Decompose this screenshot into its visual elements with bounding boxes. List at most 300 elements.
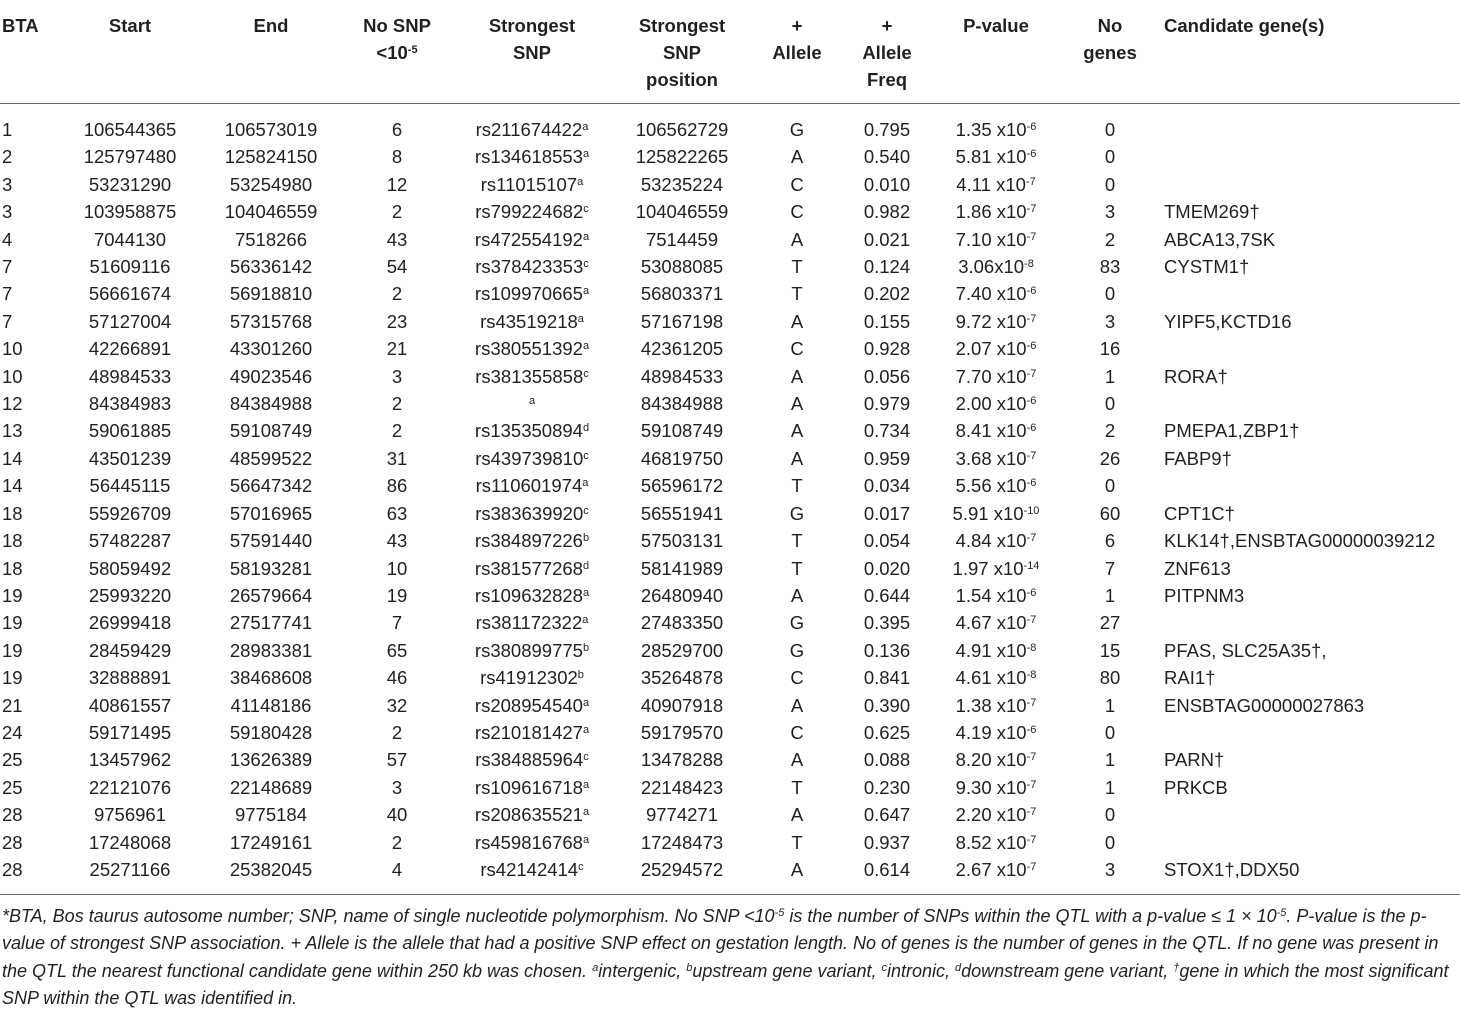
cell-candidate-genes: STOX1†,DDX50 [1164,858,1300,880]
cell-end: 7518266 [234,228,308,250]
cell-end: 26579664 [229,584,313,606]
cell-p-value: 8.52 $x10^{-7}$ [955,831,1037,853]
cell-no-snp: 43 [386,228,408,250]
cell-no-genes: 1 [1104,776,1116,798]
cell-candidate-genes: RORA† [1164,365,1228,387]
cell-bta: 19 [2,612,23,634]
cell-end: 56918810 [229,283,313,305]
cell-no-snp: 21 [386,338,408,360]
cell-p-value: 2.07 $x10^{-6}$ [955,338,1037,360]
cell-snp-position: 7514459 [645,228,719,250]
cell-allele-freq: 0.056 [863,365,911,387]
cell-allele: G [789,639,805,661]
cell-no-genes: 2 [1104,228,1116,250]
header-snp-position: Strongest SNP position [638,15,726,90]
cell-no-genes: 3 [1104,201,1116,223]
cell-no-genes: 0 [1104,283,1116,305]
cell-end: 28983381 [229,639,313,661]
cell-no-genes: 3 [1104,858,1116,880]
cell-allele: T [791,776,803,798]
cell-no-snp: 6 [391,119,403,140]
cell-strongest-snp: rs459816768$^a$ [474,831,590,853]
header-p-value: P-value [963,15,1029,36]
header-candidate-genes: Candidate gene(s) [1164,15,1325,36]
table-row [0,308,1460,335]
cell-no-genes: 1 [1104,694,1116,716]
table-footnote: *BTA, Bos taurus autosome number; SNP, name of single nucleotide polymorphism. No SNP $<10^{-5}$ is the number of SNPs within the QTL with a p-value ≤ $1 \times 10^{-5}$. P-value is the p-value of strongest SNP association. + Allele is the allele that had a positive SNP effect on gestation length. No of genes is the number of genes in the QTL. If no gene was present in the QTL the nearest functional candidate gene within 250 kb was chosen. $^a$intergenic, $^b$upstream gene variant, $^c$intronic, $^d$downstream gene variant, †gene in which the most significant SNP within the QTL was identified in. [2,906,1449,1008]
cell-candidate-genes: PMEPA1,ZBP1† [1164,420,1300,442]
table-row [0,226,1460,253]
table-row [0,363,1460,390]
cell-snp-position: 25294572 [640,858,724,880]
cell-end: 41148186 [230,694,312,716]
cell-strongest-snp: rs381577268$^d$ [474,557,590,579]
cell-allele-freq: 0.034 [863,475,911,497]
cell-strongest-snp: rs43519218$^a$ [480,310,584,332]
cell-allele-freq: 0.644 [863,584,911,606]
cell-snp-position: 26480940 [640,584,724,606]
cell-allele: A [790,365,804,387]
cell-end: 125824150 [224,146,318,168]
table-row [0,171,1460,198]
cell-allele-freq: 0.155 [863,310,911,332]
cell-no-genes: 60 [1099,502,1121,524]
cell-no-genes: 0 [1104,475,1116,497]
cell-candidate-genes [1160,829,1460,856]
header-strongest-snp: Strongest SNP [488,15,576,63]
cell-no-genes: 0 [1104,804,1116,826]
cell-p-value: 4.91 $x10^{-8}$ [955,639,1037,661]
cell-allele-freq: 0.202 [863,283,911,305]
cell-no-snp: 3 [391,365,403,387]
cell-allele-freq: 0.124 [863,256,911,278]
cell-strongest-snp: rs110601974$^a$ [475,475,589,497]
cell-candidate-genes: PARN† [1164,749,1225,771]
cell-allele-freq: 0.054 [863,530,911,552]
cell-snp-position: 48984533 [640,365,724,387]
cell-strongest-snp: rs378423353$^c$ [475,256,589,278]
table-row [0,143,1460,170]
table-row [0,692,1460,719]
cell-end: 57315768 [229,310,313,332]
cell-bta: 12 [2,393,23,415]
cell-snp-position: 56803371 [640,283,724,305]
cell-strongest-snp: rs384885964$^c$ [475,749,589,771]
cell-no-snp: 32 [386,694,408,716]
cell-candidate-genes: ABCA13,7SK [1164,228,1276,250]
cell-no-snp: 43 [386,530,408,552]
cell-p-value: 7.40 $x10^{-6}$ [955,283,1037,305]
cell-start: 13457962 [88,749,172,771]
cell-no-snp: 57 [386,749,408,771]
cell-snp-position: 9774271 [645,804,719,826]
cell-no-snp: 2 [391,201,403,223]
cell-p-value: 3.68 $x10^{-7}$ [955,447,1037,469]
cell-start: 32888891 [88,667,172,689]
cell-allele: C [790,338,804,360]
cell-no-genes: 3 [1104,310,1116,332]
cell-no-snp: 2 [391,393,403,415]
cell-allele-freq: 0.982 [863,201,911,223]
cell-bta: 7 [2,256,13,278]
cell-no-snp: 2 [391,721,403,743]
cell-end: 38468608 [229,667,313,689]
cell-allele: G [789,502,805,524]
cell-strongest-snp: rs381172322$^a$ [475,612,589,634]
cell-strongest-snp: rs472554192$^a$ [474,228,590,250]
cell-end: 9775184 [234,804,308,826]
cell-end: 84384988 [229,393,313,415]
cell-no-snp: 31 [386,447,408,469]
table-body [0,104,1460,884]
header-allele: + Allele [772,15,822,63]
cell-end: 25382045 [229,858,313,880]
cell-start: 84384983 [88,393,172,415]
cell-bta: 7 [2,310,13,332]
cell-allele: T [791,831,803,853]
cell-start: 9756961 [93,804,167,826]
table-bottom-rule [0,894,1460,895]
cell-allele-freq: 0.540 [863,146,911,168]
cell-candidate-genes [1160,801,1460,828]
cell-p-value: 1.54 $x10^{-6}$ [955,584,1037,606]
table-row [0,719,1460,746]
cell-no-snp: 12 [386,173,408,195]
cell-no-snp: 2 [391,283,403,305]
cell-start: 43501239 [88,447,172,469]
cell-start: 7044130 [93,228,167,250]
cell-no-genes: 0 [1104,173,1116,195]
cell-snp-position: 59108749 [640,420,724,442]
cell-candidate-genes: PITPNM3 [1164,584,1245,606]
cell-allele-freq: 0.928 [863,338,911,360]
cell-bta: 14 [2,475,23,497]
cell-candidate-genes: CPT1C† [1164,502,1235,524]
cell-bta: 28 [2,804,23,826]
cell-candidate-genes: ZNF613 [1164,557,1231,579]
cell-end: 17249161 [229,831,313,853]
cell-strongest-snp: rs134618553$^a$ [474,146,590,168]
cell-candidate-genes: PRKCB [1164,776,1228,798]
cell-snp-position: 53235224 [640,173,724,195]
cell-p-value: 9.72 $x10^{-7}$ [955,310,1037,332]
cell-allele-freq: 0.010 [863,173,911,195]
cell-allele: C [790,173,804,195]
cell-no-genes: 7 [1104,557,1116,579]
cell-candidate-genes: CYSTM1† [1164,256,1250,278]
cell-start: 26999418 [88,612,172,634]
cell-allele: A [790,228,804,250]
cell-start: 59171495 [88,721,172,743]
table-row [0,335,1460,362]
table-row [0,582,1460,609]
cell-snp-position: 42361205 [640,338,724,360]
cell-p-value: 9.30 $x10^{-7}$ [955,776,1037,798]
table-row [0,445,1460,472]
cell-allele-freq: 0.647 [863,804,911,826]
cell-strongest-snp: a [528,395,536,408]
cell-start: 25271166 [89,858,171,880]
cell-candidate-genes [1160,104,1460,144]
cell-end: 104046559 [224,201,318,223]
cell-p-value: 2.20 $x10^{-7}$ [955,804,1037,826]
cell-candidate-genes [1160,143,1460,170]
cell-allele: T [791,530,803,552]
cell-no-snp: 65 [386,639,408,661]
cell-p-value: 8.41 $x10^{-6}$ [955,420,1037,442]
cell-allele-freq: 0.795 [863,119,911,140]
cell-bta: 18 [2,557,23,579]
cell-strongest-snp: rs380899775$^b$ [474,639,590,661]
cell-snp-position: 104046559 [635,201,729,223]
cell-end: 27517741 [229,612,313,634]
cell-allele-freq: 0.734 [863,420,911,442]
cell-no-genes: 0 [1104,393,1116,415]
cell-no-snp: 7 [391,612,403,634]
cell-candidate-genes [1160,719,1460,746]
cell-bta: 28 [2,858,23,880]
table-row [0,253,1460,280]
cell-no-snp: 46 [386,667,408,689]
cell-candidate-genes: FABP9† [1164,447,1232,469]
cell-start: 53231290 [88,173,172,195]
cell-bta: 2 [2,146,13,168]
cell-no-snp: 63 [386,502,408,524]
cell-bta: 25 [2,749,23,771]
cell-allele-freq: 0.959 [863,447,911,469]
cell-p-value: 1.35 $x10^{-6}$ [955,119,1037,140]
cell-candidate-genes [1160,171,1460,198]
cell-p-value: 1.38 $x10^{-7}$ [955,694,1037,716]
cell-start: 59061885 [88,420,172,442]
table-header [0,0,1460,104]
table-row [0,637,1460,664]
cell-allele: T [791,256,803,278]
cell-candidate-genes [1160,335,1460,362]
cell-no-genes: 0 [1104,721,1116,743]
cell-strongest-snp: rs384897226$^b$ [474,530,590,552]
cell-no-genes: 0 [1104,146,1116,168]
cell-allele: A [790,584,804,606]
cell-no-genes: 2 [1104,420,1116,442]
header-end: End [253,15,289,36]
cell-snp-position: 125822265 [635,146,729,168]
cell-p-value: 4.11 $x10^{-7}$ [956,173,1036,195]
cell-end: 49023546 [229,365,313,387]
cell-end: 43301260 [229,338,313,360]
cell-strongest-snp: rs380551392$^a$ [474,338,590,360]
cell-start: 25993220 [88,584,172,606]
cell-no-genes: 1 [1104,749,1116,771]
cell-start: 55926709 [88,502,172,524]
cell-bta: 19 [2,667,23,689]
cell-allele-freq: 0.937 [863,831,911,853]
cell-snp-position: 57503131 [640,530,724,552]
cell-no-genes: 83 [1099,256,1121,278]
cell-start: 106544365 [83,119,177,140]
cell-p-value: 2.67 $x10^{-7}$ [955,858,1037,880]
cell-end: 48599522 [229,447,313,469]
cell-bta: 21 [2,694,23,716]
cell-bta: 18 [2,502,23,524]
cell-snp-position: 22148423 [640,776,724,798]
cell-allele: T [791,475,803,497]
cell-start: 103958875 [83,201,177,223]
cell-end: 53254980 [229,173,313,195]
header-allele-freq: + Allele Freq [862,15,912,90]
table-row [0,472,1460,499]
header-no-genes: No genes [1083,15,1137,63]
cell-allele-freq: 0.390 [863,694,911,716]
cell-snp-position: 40907918 [640,694,724,716]
cell-no-snp: 40 [386,804,408,826]
cell-p-value: 5.56 $x10^{-6}$ [955,475,1037,497]
cell-snp-position: 27483350 [640,612,724,634]
cell-bta: 10 [2,365,23,387]
table-row [0,417,1460,444]
cell-no-snp: 8 [391,146,403,168]
table-row [0,390,1460,417]
cell-bta: 25 [2,776,23,798]
cell-p-value: 8.20 $x10^{-7}$ [955,749,1037,771]
cell-no-snp: 19 [386,584,408,606]
cell-snp-position: 58141989 [640,557,724,579]
cell-no-snp: 4 [391,858,403,880]
cell-bta: 7 [2,283,13,305]
cell-allele-freq: 0.614 [863,858,911,880]
cell-allele-freq: 0.841 [863,667,911,689]
cell-allele: A [790,858,804,880]
cell-strongest-snp: rs210181427$^a$ [474,721,590,743]
cell-no-genes: 1 [1104,365,1116,387]
header-no-snp: No SNP $<10^{-5}$ [363,15,431,63]
cell-allele-freq: 0.017 [863,502,911,524]
cell-snp-position: 53088085 [640,256,724,278]
cell-allele: A [790,393,804,415]
cell-end: 57591440 [229,530,313,552]
cell-no-snp: 2 [391,420,403,442]
cell-strongest-snp: rs383639920$^c$ [475,502,589,524]
cell-strongest-snp: rs799224682$^c$ [475,201,589,223]
cell-candidate-genes: TMEM269† [1164,201,1260,223]
cell-allele: T [791,283,803,305]
cell-snp-position: 13478288 [640,749,724,771]
cell-p-value: $3.06x10^{-8}$ [958,256,1034,278]
cell-strongest-snp: rs135350894$^d$ [474,420,590,442]
cell-p-value: 5.91 $x10^{-10}$ [952,502,1040,524]
cell-allele: C [790,721,804,743]
cell-allele: A [790,146,804,168]
cell-allele-freq: 0.395 [863,612,911,634]
cell-start: 40861557 [88,694,172,716]
cell-snp-position: 35264878 [640,667,724,689]
cell-no-genes: 26 [1099,447,1121,469]
cell-allele-freq: 0.088 [863,749,911,771]
cell-start: 22121076 [88,776,172,798]
table-row [0,198,1460,225]
cell-p-value: 4.84 $x10^{-7}$ [955,530,1037,552]
cell-candidate-genes [1160,280,1460,307]
cell-start: 48984533 [88,365,172,387]
header-start: Start [108,15,152,36]
cell-allele: T [791,557,803,579]
cell-strongest-snp: rs381355858$^c$ [475,365,589,387]
cell-no-snp: 54 [386,256,408,278]
cell-strongest-snp: rs208635521$^a$ [474,804,590,826]
cell-snp-position: 57167198 [640,310,724,332]
cell-p-value: 4.67 $x10^{-7}$ [955,612,1037,634]
cell-start: 42266891 [88,338,172,360]
cell-end: 22148689 [229,776,313,798]
table-row [0,500,1460,527]
cell-bta: 28 [2,831,23,853]
cell-allele: C [790,201,804,223]
table-row [0,664,1460,691]
cell-candidate-genes: YIPF5,KCTD16 [1164,310,1292,332]
cell-snp-position: 28529700 [640,639,724,661]
cell-no-genes: 0 [1104,119,1116,140]
cell-start: 57127004 [88,310,172,332]
cell-strongest-snp: rs439739810$^c$ [475,447,589,469]
cell-strongest-snp: rs109970665$^a$ [474,283,590,305]
cell-snp-position: 17248473 [640,831,724,853]
cell-bta: 13 [2,420,23,442]
cell-strongest-snp: rs42142414$^c$ [480,858,584,880]
cell-snp-position: 56596172 [640,475,724,497]
cell-end: 13626389 [229,749,313,771]
cell-start: 125797480 [83,146,177,168]
cell-no-snp: 2 [391,831,403,853]
cell-candidate-genes: KLK14†,ENSBTAG00000039212 [1164,530,1436,552]
cell-snp-position: 56551941 [640,502,724,524]
cell-strongest-snp: rs109616718$^a$ [474,776,590,798]
cell-candidate-genes: PFAS, SLC25A35†, [1164,639,1327,661]
table-row [0,555,1460,582]
cell-no-snp: 86 [386,475,408,497]
cell-end: 59108749 [229,420,313,442]
table-row [0,280,1460,307]
cell-bta: 19 [2,584,23,606]
cell-allele: A [790,804,804,826]
cell-strongest-snp: rs211674422$^a$ [475,119,589,140]
cell-end: 56336142 [229,256,313,278]
cell-no-genes: 1 [1104,584,1116,606]
cell-no-genes: 6 [1104,530,1116,552]
cell-start: 28459429 [88,639,172,661]
cell-p-value: 5.81 $x10^{-6}$ [955,146,1037,168]
cell-p-value: 2.00 $x10^{-6}$ [955,393,1037,415]
cell-strongest-snp: rs208954540$^a$ [474,694,590,716]
cell-bta: 3 [2,173,13,195]
cell-bta: 19 [2,639,23,661]
cell-no-snp: 10 [386,557,408,579]
cell-no-genes: 80 [1099,667,1121,689]
cell-start: 56661674 [88,283,172,305]
cell-strongest-snp: rs41912302$^b$ [480,667,584,689]
cell-candidate-genes: RAI1† [1164,667,1216,689]
cell-start: 58059492 [88,557,172,579]
table-row [0,104,1460,144]
cell-bta: 18 [2,530,23,552]
table-row [0,829,1460,856]
cell-bta: 24 [2,721,23,743]
cell-no-genes: 0 [1104,831,1116,853]
cell-no-genes: 15 [1099,639,1121,661]
header-bta: BTA [2,15,39,36]
cell-no-genes: 27 [1099,612,1121,634]
cell-allele-freq: 0.020 [863,557,911,579]
cell-bta: 3 [2,201,13,223]
